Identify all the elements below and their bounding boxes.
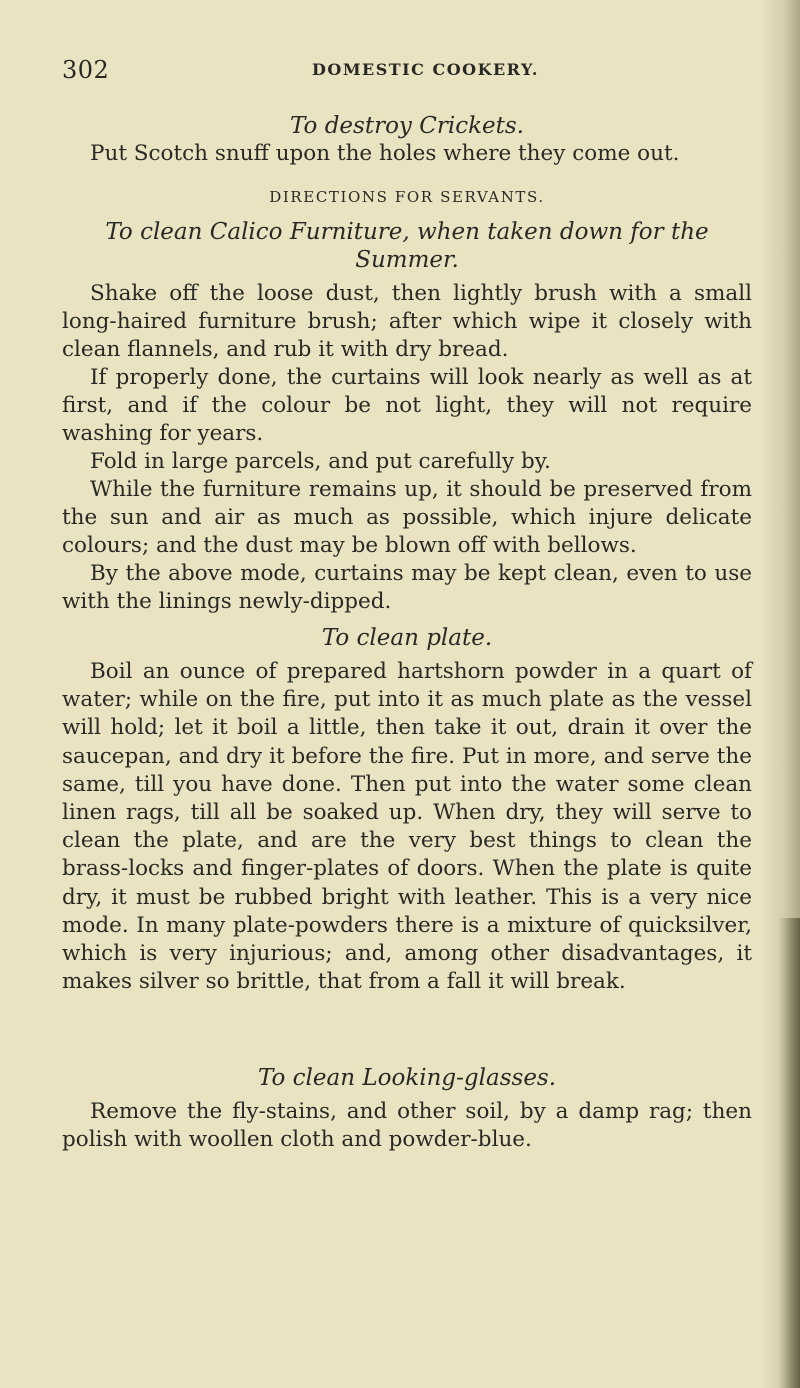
paragraph-plate: Boil an ounce of prepared hartshorn powder in a quart of water; while on the fire, put into it as much plate as the vessel will hold; let it boil a little, then take it out, drain it over the saucepan, and dry it before the fire. Put in more, and serve the same, till you have done. Then put into the water some clean linen rags, till all be soaked up. When dry, they will serve to clean the plate, and are the very best things to clean the brass-locks and finger-plates of doors. When the plate is quite dry, it must be rubbed bright with leather. This is a very nice mode. In many plate-powders there is a mixture of quicksilver, which is very injurious; and, among other disadvantages, it makes silver so brittle, that from a fall it will break. — [62, 659, 752, 995]
page-number: 302 — [62, 56, 110, 84]
heading-calico-line2: Summer. — [355, 247, 459, 273]
paragraph-calico-5: By the above mode, curtains may be kept clean, even to use with the linings newly-dipped. — [62, 561, 752, 615]
paragraph-crickets: Put Scotch snuff upon the holes where they come out. — [90, 141, 680, 166]
heading-crickets: To destroy Crickets. — [290, 113, 524, 139]
paragraph-calico-3: Fold in large parcels, and put carefully by. — [90, 449, 551, 474]
paragraph-looking-glasses: Remove the fly-stains, and other soil, by a damp rag; then polish with woollen cloth and powder-blue. — [62, 1099, 752, 1153]
page-edge-dark — [778, 918, 800, 1388]
section-heading-servants: DIRECTIONS FOR SERVANTS. — [269, 188, 545, 206]
paragraph-calico-4: While the furniture remains up, it should be preserved from the sun and air as much as possible, which injure delicate colours; and the dust may be blown off with bellows. — [62, 477, 752, 559]
running-head — [62, 56, 752, 86]
paragraph-calico-2: If properly done, the curtains will look nearly as well as at first, and if the colour be not light, they will not require washing for years. — [62, 365, 752, 447]
paragraph-calico-1: Shake off the loose dust, then lightly brush with a small long-haired furniture brush; after which wipe it closely with clean flannels, and rub it with dry bread. — [62, 281, 752, 363]
heading-plate: To clean plate. — [321, 625, 493, 651]
heading-looking-glasses: To clean Looking-glasses. — [257, 1065, 557, 1091]
heading-calico-line1: To clean Calico Furniture, when taken down for the — [105, 219, 709, 245]
running-title: DOMESTIC COOKERY. — [312, 60, 539, 79]
